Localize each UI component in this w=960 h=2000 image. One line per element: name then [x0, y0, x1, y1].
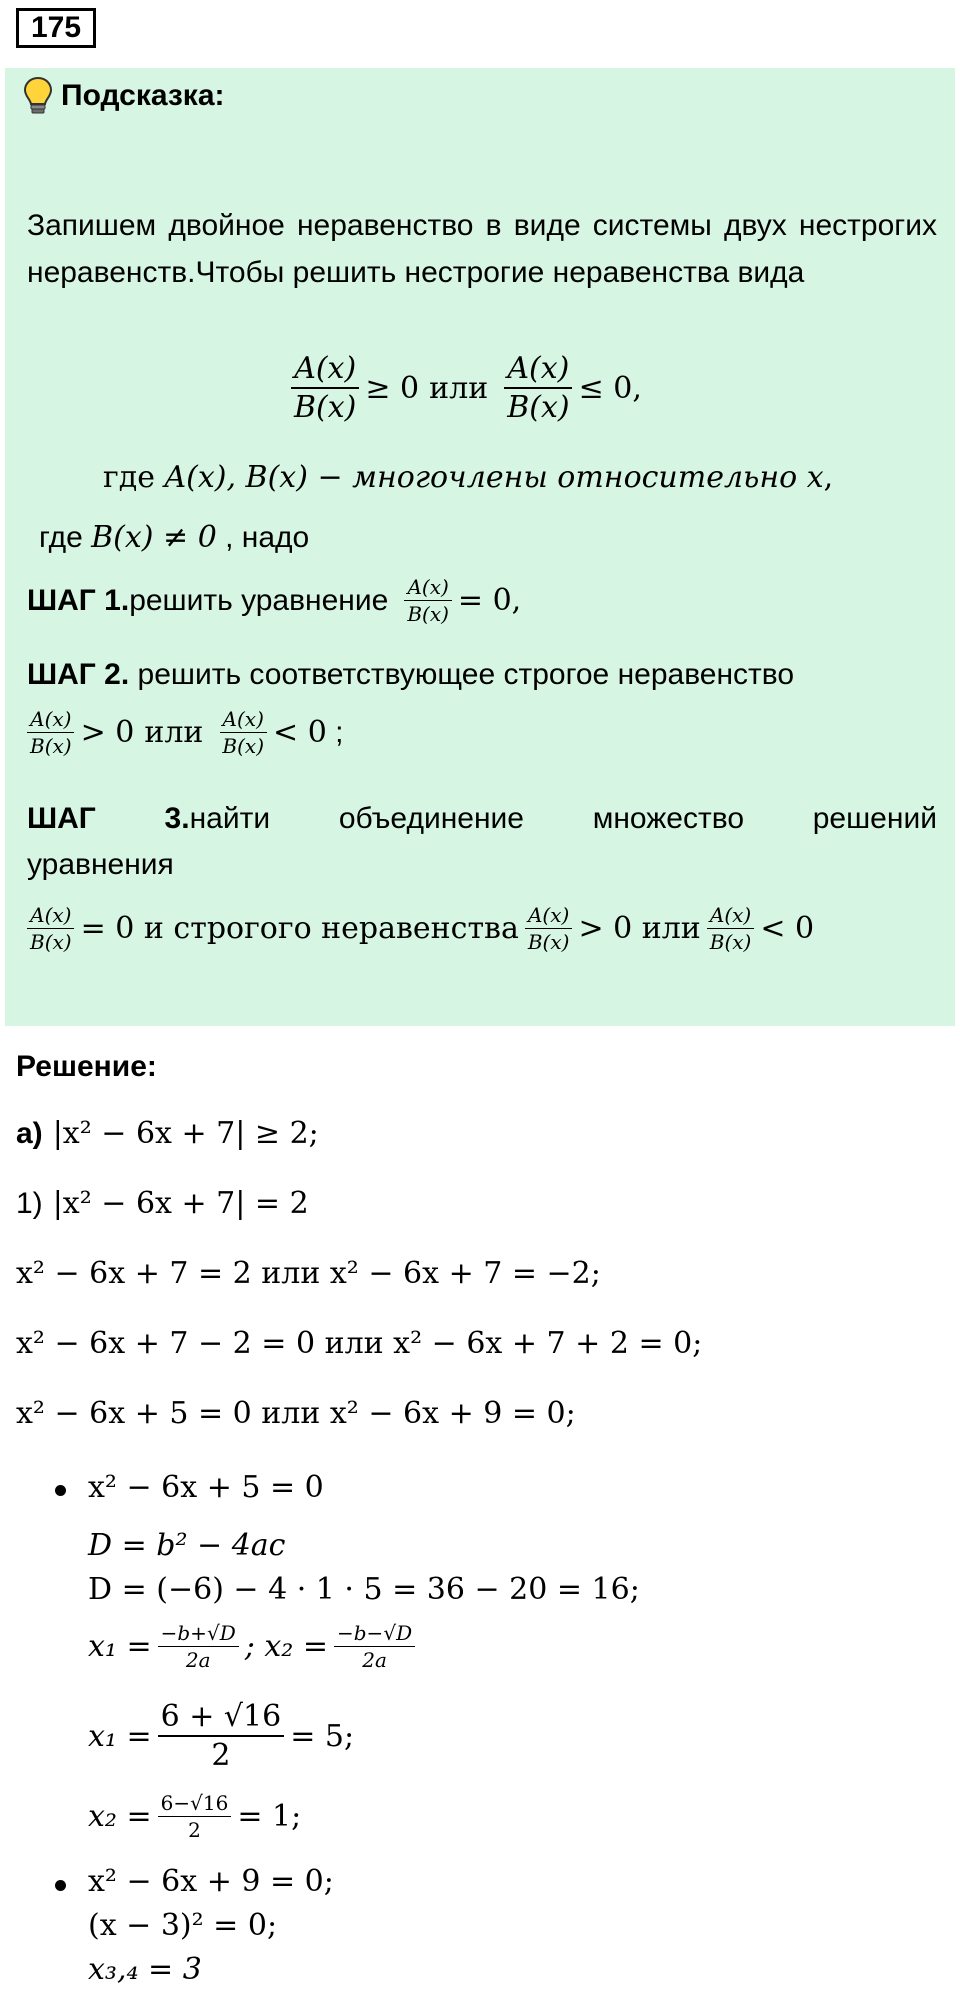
- step-1-rest: = 0,: [457, 583, 522, 618]
- step-1-label: ШАГ 1.: [27, 583, 130, 617]
- cond-prefix: где: [39, 520, 92, 554]
- step-3-word: найти: [189, 802, 271, 835]
- fraction-denominator: B(x): [507, 390, 570, 425]
- hint-formula-main: [285, 352, 642, 424]
- fraction: [219, 708, 267, 757]
- where-prefix: где: [103, 460, 165, 495]
- fraction-denominator: B(x): [30, 734, 72, 758]
- formula-tail: ,: [632, 370, 642, 406]
- fraction-denominator: B(x): [407, 602, 449, 626]
- solution-line: [16, 1396, 576, 1431]
- hint-box: [5, 68, 955, 1026]
- bullet-point: [55, 1880, 66, 1891]
- bullet-1-disc-value: [88, 1572, 640, 1607]
- lightbulb-icon: [23, 76, 53, 116]
- where-math: A(x), B(x) − многочлены относительно: [164, 460, 807, 495]
- solution-line-text: x² − 6x + 7 − 2 = 0 или x² − 6x + 7 + 2 = 0;: [16, 1326, 703, 1361]
- fraction-numerator: 6−√16: [158, 1792, 232, 1817]
- fraction-numerator: −b−√D: [334, 1622, 415, 1647]
- x2-rhs: = 1;: [237, 1799, 302, 1834]
- fraction-denominator: B(x): [294, 390, 357, 425]
- step-3-line-2: уравнения: [27, 848, 174, 881]
- solution-part-a: [16, 1116, 319, 1151]
- fraction-denominator: B(x): [709, 930, 752, 954]
- fraction-numerator: A(x): [707, 904, 754, 929]
- fraction: [334, 1622, 415, 1671]
- step-3-word: множество: [592, 802, 745, 835]
- root-text: x₃,₄ = 3: [88, 1952, 202, 1987]
- bullet-2-square: [88, 1908, 277, 1943]
- bullet-1-eq: [88, 1470, 324, 1505]
- hint-step-1: [27, 576, 521, 625]
- where-x: x: [806, 460, 824, 495]
- disc-formula-text: D = b² − 4ac: [88, 1528, 286, 1563]
- step-3-number: 3.: [164, 802, 190, 835]
- fraction: [707, 904, 755, 953]
- fraction-numerator: A(x): [291, 352, 359, 389]
- bullet-point: [55, 1485, 66, 1496]
- step-1-text: решить уравнение: [129, 583, 389, 617]
- root-x1-label: x₁ =: [88, 1629, 152, 1664]
- x2-lhs: x₂ =: [88, 1799, 152, 1834]
- fraction-denominator: 2a: [362, 1648, 387, 1672]
- fraction: [27, 904, 75, 953]
- relation-ge: ≥ 0: [365, 370, 420, 406]
- task-number: 175: [16, 8, 96, 48]
- bullet-1-root-formula: [88, 1622, 421, 1671]
- solution-line-text: |x² − 6x + 7| = 2: [52, 1186, 309, 1221]
- hint-step-3-line-2: [27, 848, 174, 882]
- fraction-numerator: A(x): [27, 708, 74, 733]
- hint-step-3-formula: [21, 904, 814, 953]
- fraction: [158, 1700, 285, 1772]
- solution-line: [16, 1186, 309, 1221]
- solution-label: Решение:: [16, 1050, 157, 1083]
- relation-gt-or: > 0 или: [578, 911, 701, 946]
- part-a-expr: |x² − 6x + 7| ≥ 2;: [52, 1116, 319, 1151]
- relation-lt: < 0: [760, 911, 815, 946]
- cond-math: B(x) ≠ 0: [91, 520, 217, 555]
- relation-le: ≤ 0: [578, 370, 633, 406]
- where-comma: ,: [823, 460, 834, 495]
- root-separator: ; x₂ =: [244, 1629, 328, 1664]
- bullet-1-x1-calc: [88, 1700, 354, 1772]
- fraction-numerator: A(x): [525, 904, 572, 929]
- fraction: [158, 1622, 239, 1671]
- word-or: или: [429, 370, 489, 406]
- fraction-denominator: B(x): [527, 930, 570, 954]
- bullet-1-eq-text: x² − 6x + 5 = 0: [88, 1470, 324, 1505]
- solution-line: [16, 1256, 601, 1291]
- fraction: [291, 352, 359, 424]
- cond-suffix: , надо: [216, 520, 310, 554]
- fraction-denominator: 2: [188, 1818, 201, 1842]
- bullet-2-eq: [88, 1864, 334, 1899]
- bullet-2-root: [88, 1952, 202, 1987]
- hint-step-2: [27, 658, 794, 692]
- fraction-numerator: A(x): [220, 708, 267, 733]
- word-or: или: [144, 715, 204, 750]
- fraction-numerator: 6 + √16: [158, 1700, 285, 1737]
- step-3-word: объединение: [338, 802, 524, 835]
- formula-tail: ;: [326, 715, 344, 749]
- fraction-denominator: 2: [211, 1738, 231, 1773]
- fraction: [404, 576, 452, 625]
- fraction-numerator: A(x): [404, 576, 451, 601]
- x1-rhs: = 5;: [290, 1718, 355, 1754]
- fraction: [158, 1792, 232, 1841]
- part-a-label: а): [16, 1116, 43, 1150]
- disc-value-text: D = (−6) − 4 · 1 · 5 = 36 − 20 = 16;: [88, 1572, 640, 1607]
- hint-step-3: [27, 802, 937, 836]
- step-2-label: ШАГ 2.: [27, 658, 130, 691]
- bullet-1-disc-formula: [88, 1528, 285, 1563]
- fraction-denominator: B(x): [30, 930, 72, 954]
- hint-condition-line: [39, 520, 309, 555]
- fraction-numerator: −b+√D: [158, 1622, 239, 1647]
- fraction: [525, 904, 573, 953]
- step-3-eq: = 0 и строгого неравенства: [80, 911, 519, 946]
- fraction: [504, 352, 572, 424]
- hint-title: Подсказка:: [61, 79, 225, 112]
- bullet-2-eq-text: x² − 6x + 9 = 0;: [88, 1864, 334, 1899]
- relation-lt: < 0: [273, 715, 327, 750]
- step-1-label: 1): [16, 1186, 43, 1220]
- solution-line: [16, 1326, 702, 1361]
- step-3-label: ШАГ: [27, 802, 96, 835]
- hint-step-2-formula: [21, 708, 343, 757]
- fraction: [27, 708, 75, 757]
- step-2-text: решить соответствующее строгое неравенство: [129, 658, 795, 691]
- solution-line-text: x² − 6x + 7 = 2 или x² − 6x + 7 = −2;: [16, 1256, 601, 1291]
- hint-where-line: [103, 460, 833, 495]
- step-3-word: решений: [812, 802, 937, 835]
- square-text: (x − 3)² = 0;: [88, 1908, 278, 1943]
- hint-header: [23, 76, 225, 116]
- solution-line-text: x² − 6x + 5 = 0 или x² − 6x + 9 = 0;: [16, 1396, 576, 1431]
- bullet-1-x2-calc: [88, 1792, 301, 1841]
- relation-gt: > 0: [80, 715, 135, 750]
- x1-lhs: x₁ =: [88, 1718, 152, 1754]
- fraction-denominator: B(x): [222, 734, 265, 758]
- fraction-numerator: A(x): [27, 904, 74, 929]
- fraction-numerator: A(x): [504, 352, 572, 389]
- fraction-denominator: 2a: [185, 1648, 211, 1672]
- hint-intro: Запишем двойное неравенство в виде системы двух нестрогих неравенств.Чтобы решить нестрогие неравенства вида: [27, 209, 937, 289]
